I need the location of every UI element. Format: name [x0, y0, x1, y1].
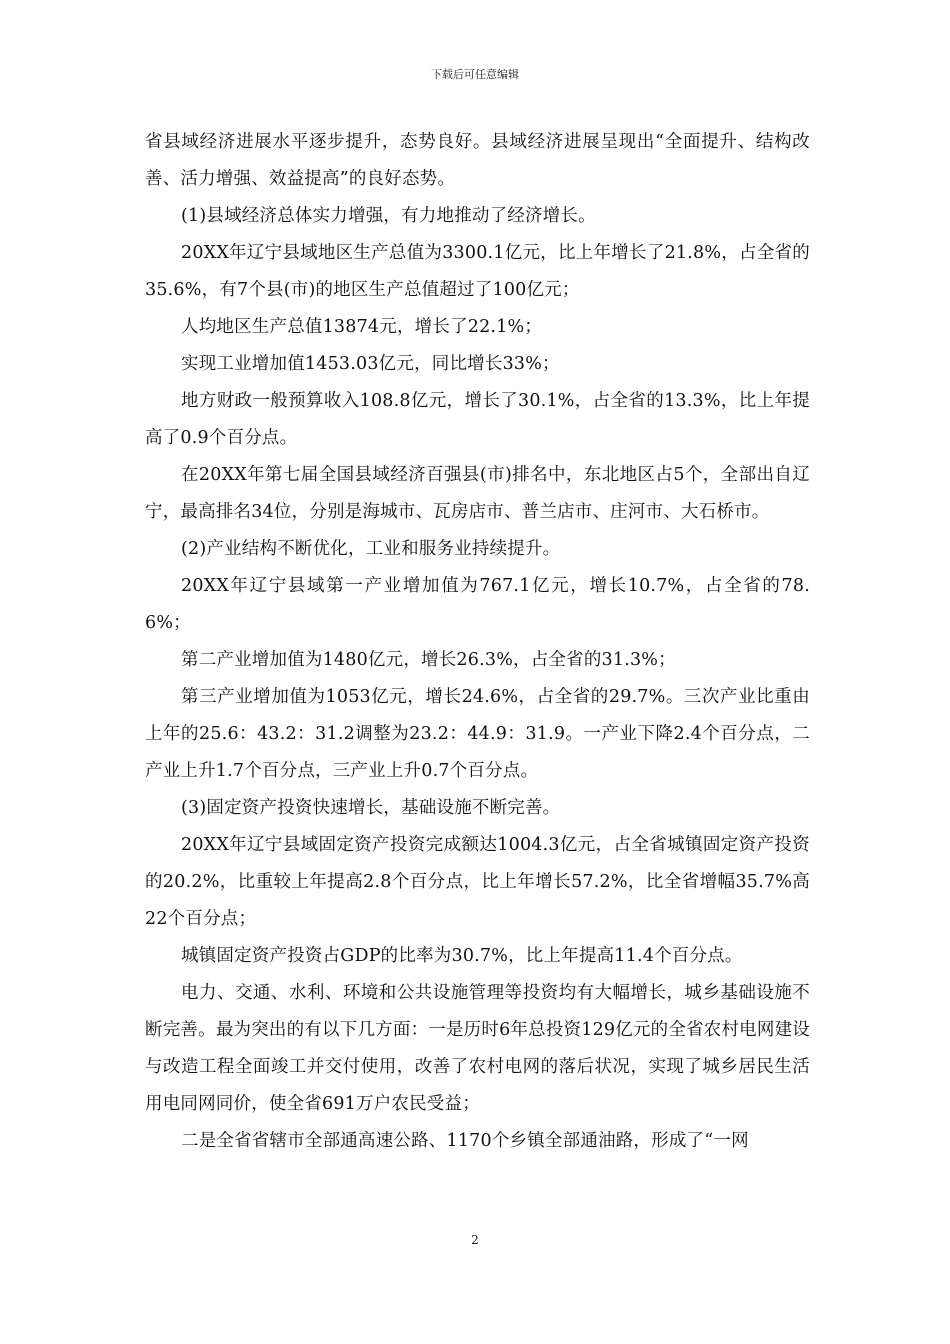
- paragraph: 第二产业增加值为1480亿元，增长26.3%，占全省的31.3%；: [181, 650, 676, 670]
- document-body: [145, 124, 810, 1160]
- paragraph: 第三产业增加值为1053亿元，增长24.6%，占全省的29.7%。三次产业比重由上年的25.6：43.2：31.2调整为23.2：44.9：31.9。一产业下降2.4个百分点，二产业上升1.7个百分点，三产业上升0.7个百分点。: [145, 687, 810, 781]
- paragraph: 实现工业增加值1453.03亿元，同比增长33%；: [181, 354, 560, 374]
- paragraph: 电力、交通、水利、环境和公共设施管理等投资均有大幅增长，城乡基础设施不断完善。最为突出的有以下几方面：一是历时6年总投资129亿元的全省农村电网建设与改造工程全面竣工并交付使用，改善了农村电网的落后状况，实现了城乡居民生活用电同网同价，使全省691万户农民受益；: [145, 983, 810, 1114]
- paragraph: (3)固定资产投资快速增长，基础设施不断完善。: [181, 798, 561, 818]
- paragraph: 20XX年辽宁县域地区生产总值为3300.1亿元，比上年增长了21.8%，占全省的35.6%，有7个县(市)的地区生产总值超过了100亿元；: [145, 243, 810, 300]
- paragraph: 在20XX年第七届全国县域经济百强县(市)排名中，东北地区占5个，全部出自辽宁，最高排名34位，分别是海城市、瓦房店市、普兰店市、庄河市、大石桥市。: [145, 465, 810, 522]
- page-header: 下载后可任意编辑: [431, 68, 519, 81]
- paragraph: 省县域经济进展水平逐步提升，态势良好。县域经济进展呈现出“全面提升、结构改善、活力增强、效益提高”的良好态势。: [145, 132, 810, 189]
- page-number: 2: [471, 1233, 479, 1247]
- paragraph: 地方财政一般预算收入108.8亿元，增长了30.1%，占全省的13.3%，比上年提高了0.9个百分点。: [145, 391, 810, 448]
- paragraph: 城镇固定资产投资占GDP的比率为30.7%，比上年提高11.4个百分点。: [181, 946, 743, 966]
- paragraph: (2)产业结构不断优化，工业和服务业持续提升。: [181, 539, 561, 559]
- paragraph: 人均地区生产总值13874元，增长了22.1%；: [181, 317, 543, 337]
- paragraph: 二是全省省辖市全部通高速公路、1170个乡镇全部通油路，形成了“一网: [181, 1131, 749, 1151]
- paragraph: 20XX年辽宁县域固定资产投资完成额达1004.3亿元，占全省城镇固定资产投资的20.2%，比重较上年提高2.8个百分点，比上年增长57.2%，比全省增幅35.7%高22个百分点；: [145, 835, 810, 929]
- paragraph: 20XX年辽宁县域第一产业增加值为767.1亿元，增长10.7%，占全省的78.6%；: [145, 576, 810, 633]
- paragraph: (1)县域经济总体实力增强，有力地推动了经济增长。: [181, 206, 596, 226]
